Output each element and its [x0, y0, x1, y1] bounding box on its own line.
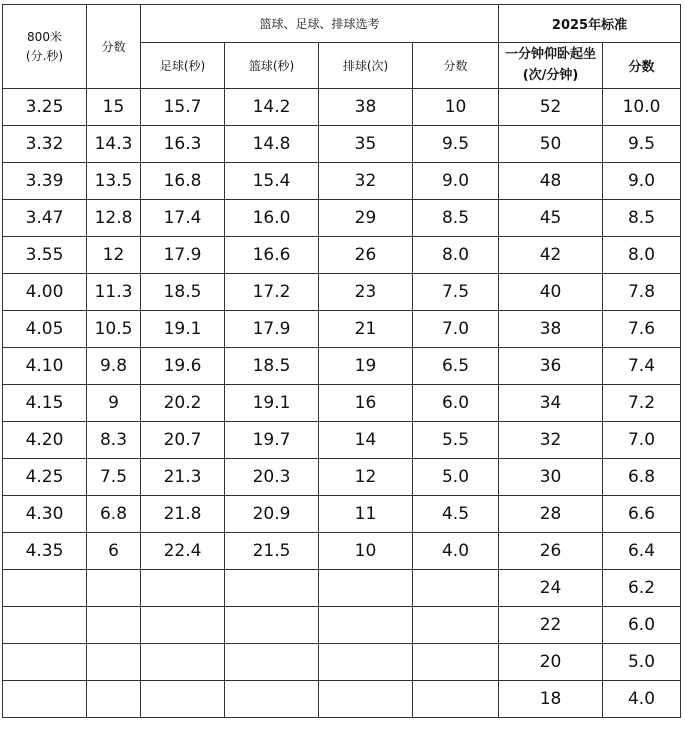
header-800m-label: 800米 — [27, 29, 62, 44]
header-situp-line1: 一分钟仰卧起坐 — [505, 47, 597, 63]
cell-situp-score: 8.0 — [603, 237, 681, 274]
header-800m — [3, 5, 87, 89]
cell-elective-score: 7.5 — [413, 274, 499, 311]
cell-basketball: 19.1 — [225, 385, 319, 422]
cell-volleyball: 12 — [319, 459, 413, 496]
cell-volleyball: 16 — [319, 385, 413, 422]
cell-football — [141, 681, 225, 718]
cell-situp-count: 32 — [499, 422, 603, 459]
table-row — [3, 126, 681, 163]
cell-800m-time: 3.39 — [3, 163, 87, 200]
table-row — [3, 681, 681, 718]
cell-situp-count: 45 — [499, 200, 603, 237]
cell-800m-score: 7.5 — [87, 459, 141, 496]
header-row-1 — [3, 5, 681, 43]
cell-football — [141, 644, 225, 681]
cell-basketball: 19.7 — [225, 422, 319, 459]
cell-800m-time: 4.30 — [3, 496, 87, 533]
cell-elective-score: 6.5 — [413, 348, 499, 385]
cell-football: 17.9 — [141, 237, 225, 274]
table-row — [3, 311, 681, 348]
cell-800m-score: 8.3 — [87, 422, 141, 459]
table-row — [3, 570, 681, 607]
header-basketball: 篮球(秒) — [225, 43, 319, 89]
table-row — [3, 533, 681, 570]
cell-800m-time: 3.32 — [3, 126, 87, 163]
cell-volleyball: 26 — [319, 237, 413, 274]
cell-volleyball: 11 — [319, 496, 413, 533]
cell-800m-score — [87, 607, 141, 644]
cell-800m-score: 9.8 — [87, 348, 141, 385]
cell-elective-score: 10 — [413, 89, 499, 126]
cell-basketball: 14.2 — [225, 89, 319, 126]
cell-800m-score: 14.3 — [87, 126, 141, 163]
cell-situp-count: 52 — [499, 89, 603, 126]
cell-basketball: 16.0 — [225, 200, 319, 237]
cell-elective-score — [413, 607, 499, 644]
table-row — [3, 89, 681, 126]
header-elective-score: 分数 — [413, 43, 499, 89]
cell-basketball: 21.5 — [225, 533, 319, 570]
cell-elective-score: 8.0 — [413, 237, 499, 274]
cell-situp-count: 48 — [499, 163, 603, 200]
cell-800m-score: 9 — [87, 385, 141, 422]
cell-800m-time: 4.00 — [3, 274, 87, 311]
cell-football: 16.3 — [141, 126, 225, 163]
header-situp-score: 分数 — [603, 43, 681, 89]
header-800m-unit: (分.秒) — [25, 48, 64, 63]
cell-basketball: 17.9 — [225, 311, 319, 348]
table-row — [3, 496, 681, 533]
cell-football: 19.1 — [141, 311, 225, 348]
cell-800m-score: 12.8 — [87, 200, 141, 237]
cell-800m-time — [3, 607, 87, 644]
cell-situp-count: 28 — [499, 496, 603, 533]
cell-basketball: 17.2 — [225, 274, 319, 311]
cell-situp-score: 6.0 — [603, 607, 681, 644]
cell-800m-time: 4.15 — [3, 385, 87, 422]
cell-elective-score: 4.5 — [413, 496, 499, 533]
table-row — [3, 385, 681, 422]
cell-football: 21.8 — [141, 496, 225, 533]
cell-situp-count: 42 — [499, 237, 603, 274]
cell-volleyball: 35 — [319, 126, 413, 163]
table-row — [3, 459, 681, 496]
cell-800m-time: 4.25 — [3, 459, 87, 496]
cell-situp-score: 7.2 — [603, 385, 681, 422]
cell-situp-count: 38 — [499, 311, 603, 348]
cell-800m-time — [3, 644, 87, 681]
cell-football: 17.4 — [141, 200, 225, 237]
cell-basketball: 20.9 — [225, 496, 319, 533]
cell-basketball — [225, 681, 319, 718]
cell-volleyball: 10 — [319, 533, 413, 570]
cell-situp-count: 50 — [499, 126, 603, 163]
cell-volleyball: 19 — [319, 348, 413, 385]
cell-volleyball — [319, 644, 413, 681]
score-standards-table — [2, 4, 681, 718]
cell-situp-score: 7.8 — [603, 274, 681, 311]
cell-basketball: 20.3 — [225, 459, 319, 496]
cell-800m-time: 3.25 — [3, 89, 87, 126]
table-row — [3, 644, 681, 681]
cell-situp-count: 24 — [499, 570, 603, 607]
cell-football: 15.7 — [141, 89, 225, 126]
cell-800m-time: 4.35 — [3, 533, 87, 570]
cell-situp-count: 40 — [499, 274, 603, 311]
header-volleyball: 排球(次) — [319, 43, 413, 89]
cell-basketball: 15.4 — [225, 163, 319, 200]
cell-800m-score: 10.5 — [87, 311, 141, 348]
cell-football: 16.8 — [141, 163, 225, 200]
cell-elective-score — [413, 570, 499, 607]
cell-situp-score: 6.2 — [603, 570, 681, 607]
cell-situp-score: 4.0 — [603, 681, 681, 718]
cell-elective-score: 6.0 — [413, 385, 499, 422]
cell-800m-score: 11.3 — [87, 274, 141, 311]
cell-basketball: 14.8 — [225, 126, 319, 163]
cell-football: 20.7 — [141, 422, 225, 459]
cell-800m-score: 13.5 — [87, 163, 141, 200]
table-row — [3, 200, 681, 237]
table-row — [3, 237, 681, 274]
cell-800m-time: 3.55 — [3, 237, 87, 274]
cell-situp-score: 8.5 — [603, 200, 681, 237]
cell-800m-time — [3, 570, 87, 607]
cell-situp-score: 6.4 — [603, 533, 681, 570]
cell-volleyball: 21 — [319, 311, 413, 348]
cell-situp-score: 6.6 — [603, 496, 681, 533]
cell-basketball — [225, 607, 319, 644]
cell-elective-score: 5.5 — [413, 422, 499, 459]
header-elective-group: 篮球、足球、排球选考 — [141, 5, 499, 43]
cell-800m-score: 15 — [87, 89, 141, 126]
cell-800m-score: 6 — [87, 533, 141, 570]
cell-situp-count: 18 — [499, 681, 603, 718]
cell-elective-score — [413, 681, 499, 718]
cell-800m-score — [87, 644, 141, 681]
cell-football: 19.6 — [141, 348, 225, 385]
cell-situp-count: 20 — [499, 644, 603, 681]
cell-elective-score: 4.0 — [413, 533, 499, 570]
cell-situp-count: 26 — [499, 533, 603, 570]
table-row — [3, 163, 681, 200]
header-800m-score: 分数 — [87, 5, 141, 89]
cell-basketball: 18.5 — [225, 348, 319, 385]
cell-situp-score: 5.0 — [603, 644, 681, 681]
cell-elective-score: 9.5 — [413, 126, 499, 163]
cell-situp-count: 22 — [499, 607, 603, 644]
header-situp — [499, 43, 603, 89]
header-football: 足球(秒) — [141, 43, 225, 89]
cell-basketball: 16.6 — [225, 237, 319, 274]
cell-situp-score: 7.0 — [603, 422, 681, 459]
cell-situp-count: 34 — [499, 385, 603, 422]
cell-800m-time: 4.05 — [3, 311, 87, 348]
cell-basketball — [225, 570, 319, 607]
cell-football — [141, 570, 225, 607]
cell-800m-time: 4.20 — [3, 422, 87, 459]
cell-football: 18.5 — [141, 274, 225, 311]
table-row — [3, 422, 681, 459]
table-row — [3, 274, 681, 311]
header-situp-line2: (次/分钟) — [522, 67, 579, 83]
cell-football — [141, 607, 225, 644]
cell-800m-score: 12 — [87, 237, 141, 274]
cell-volleyball — [319, 570, 413, 607]
cell-volleyball — [319, 607, 413, 644]
cell-volleyball: 14 — [319, 422, 413, 459]
header-standard-2025: 2025年标准 — [499, 5, 681, 43]
cell-800m-time — [3, 681, 87, 718]
table-row — [3, 348, 681, 385]
cell-football: 22.4 — [141, 533, 225, 570]
cell-football: 20.2 — [141, 385, 225, 422]
cell-situp-count: 30 — [499, 459, 603, 496]
cell-situp-score: 10.0 — [603, 89, 681, 126]
cell-elective-score — [413, 644, 499, 681]
cell-football: 21.3 — [141, 459, 225, 496]
cell-800m-time: 3.47 — [3, 200, 87, 237]
cell-volleyball: 23 — [319, 274, 413, 311]
cell-volleyball: 32 — [319, 163, 413, 200]
cell-elective-score: 7.0 — [413, 311, 499, 348]
cell-elective-score: 8.5 — [413, 200, 499, 237]
table-row — [3, 607, 681, 644]
cell-volleyball — [319, 681, 413, 718]
cell-situp-score: 6.8 — [603, 459, 681, 496]
cell-800m-time: 4.10 — [3, 348, 87, 385]
cell-volleyball: 38 — [319, 89, 413, 126]
cell-situp-score: 9.5 — [603, 126, 681, 163]
cell-situp-score: 7.4 — [603, 348, 681, 385]
cell-basketball — [225, 644, 319, 681]
cell-situp-score: 9.0 — [603, 163, 681, 200]
cell-elective-score: 9.0 — [413, 163, 499, 200]
cell-elective-score: 5.0 — [413, 459, 499, 496]
cell-situp-score: 7.6 — [603, 311, 681, 348]
cell-800m-score — [87, 570, 141, 607]
cell-800m-score: 6.8 — [87, 496, 141, 533]
cell-situp-count: 36 — [499, 348, 603, 385]
cell-800m-score — [87, 681, 141, 718]
cell-volleyball: 29 — [319, 200, 413, 237]
